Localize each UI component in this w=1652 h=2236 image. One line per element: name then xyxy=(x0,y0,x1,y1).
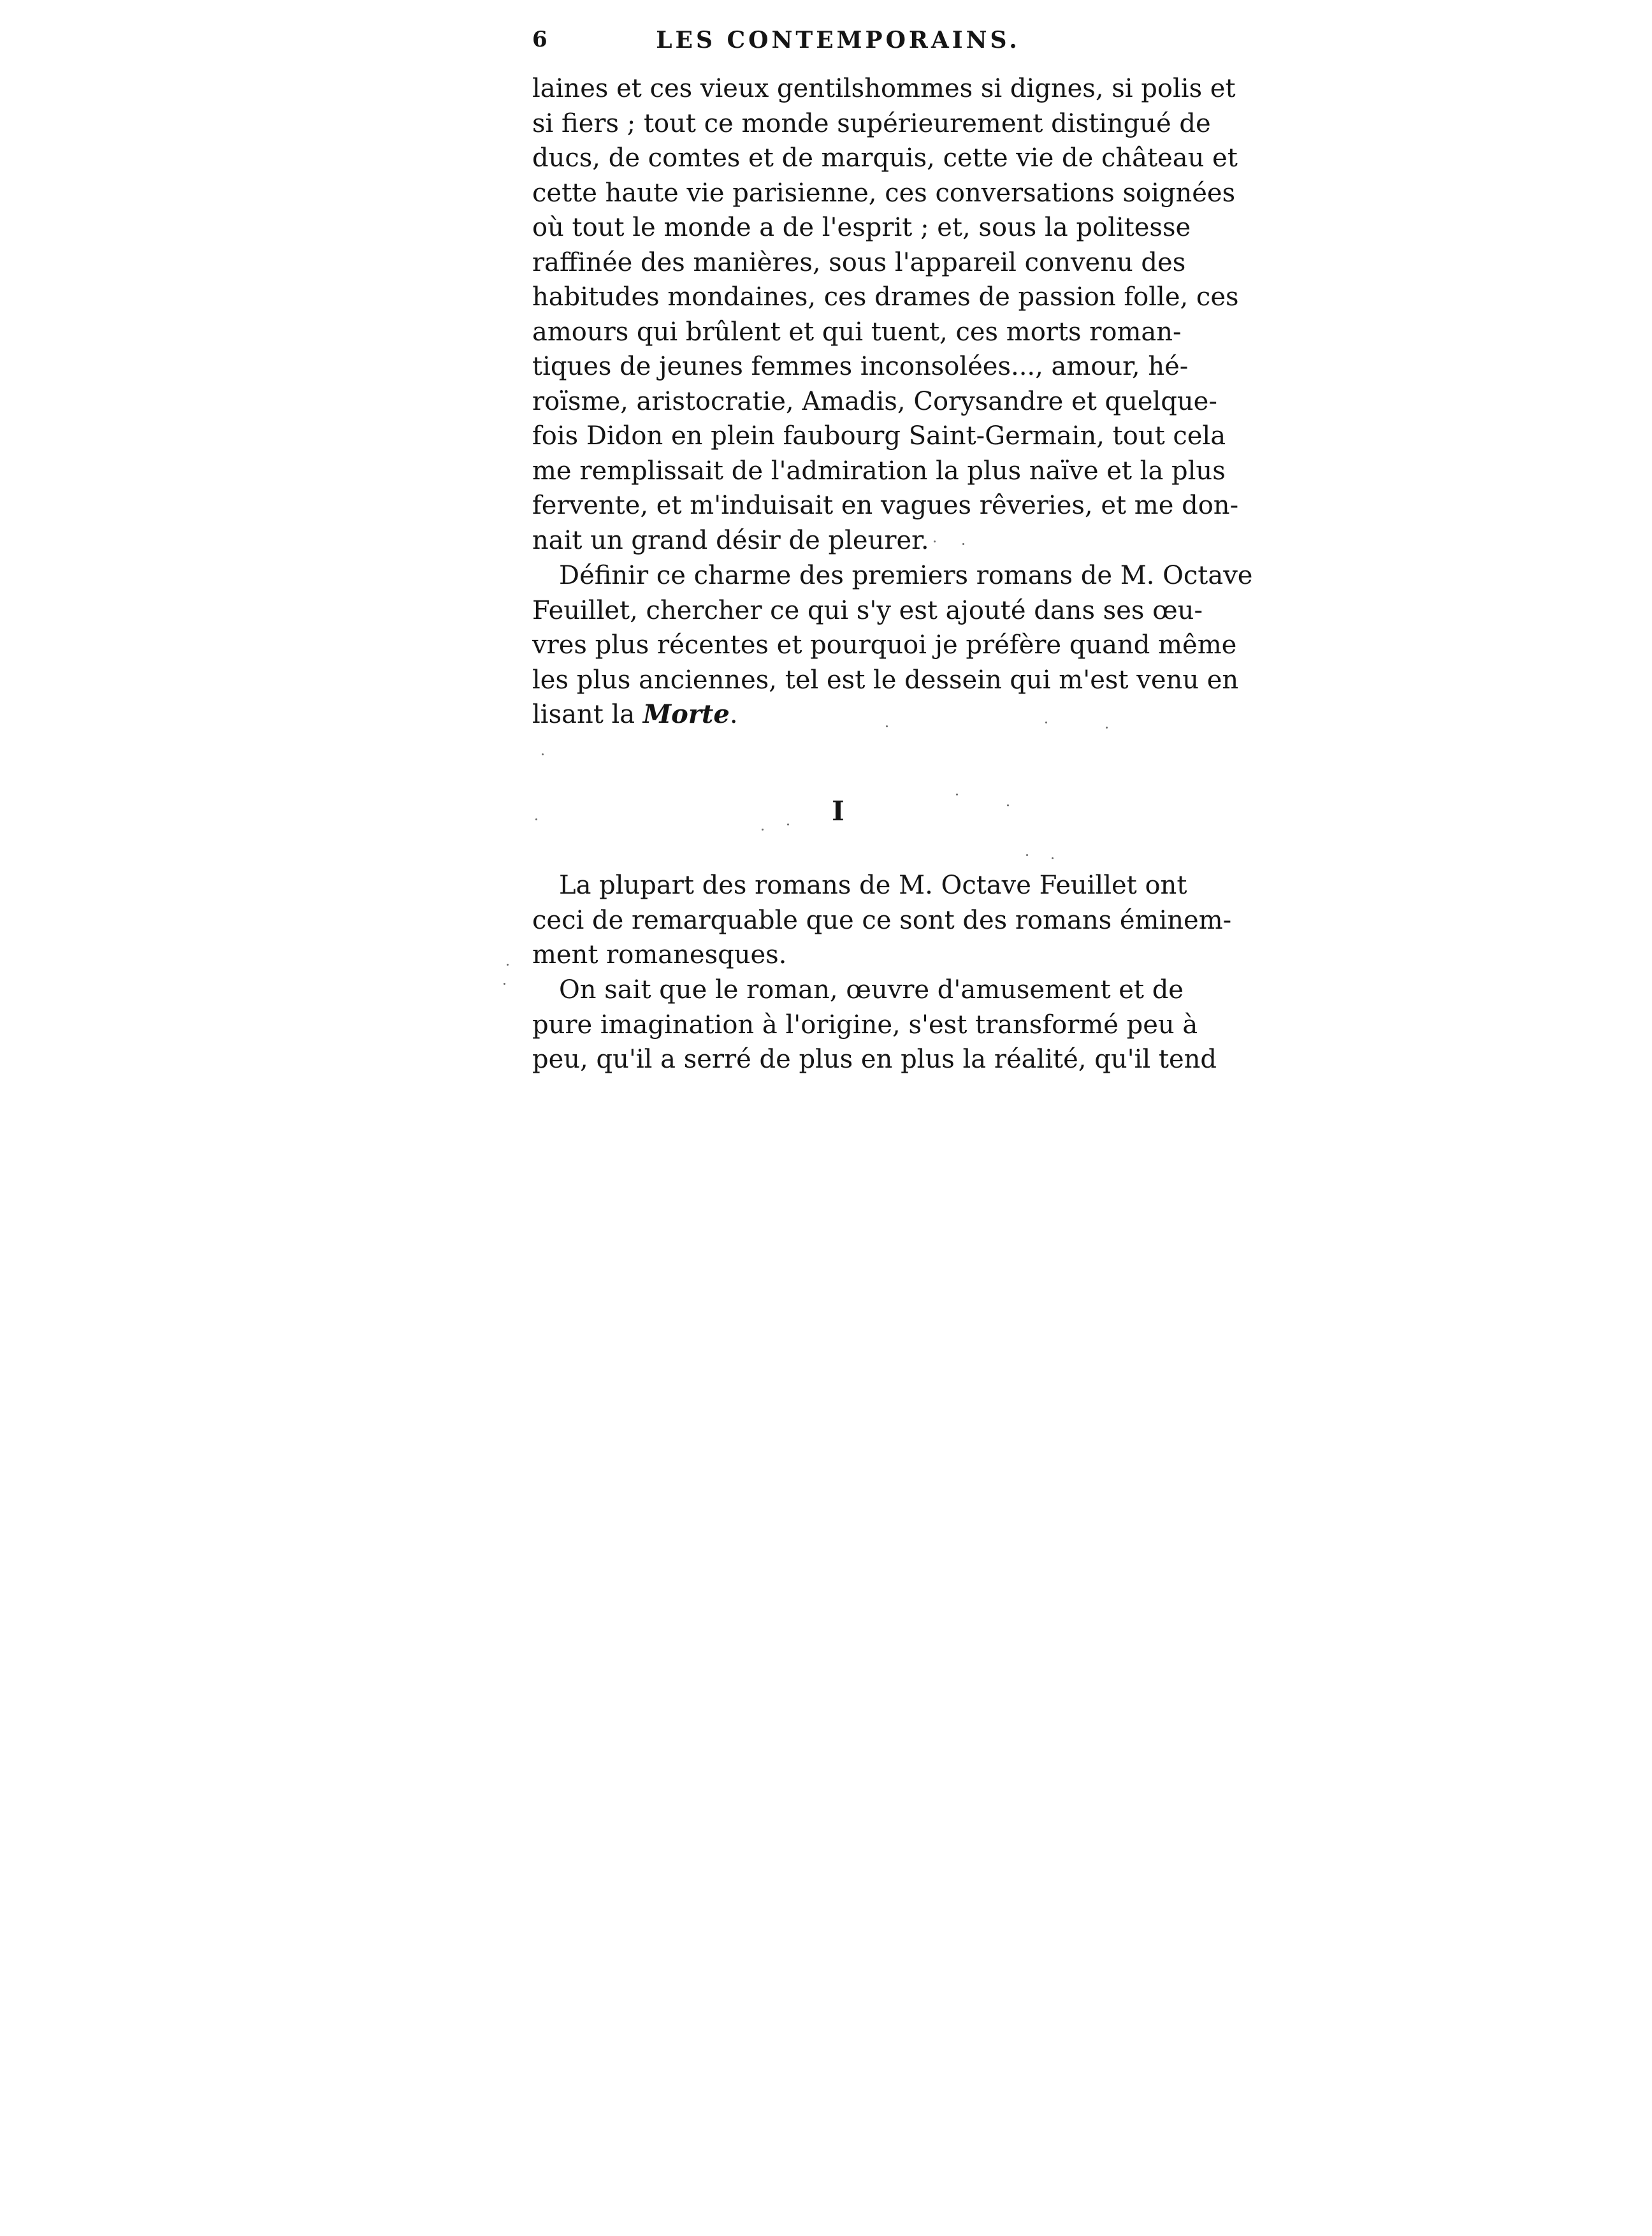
paragraph-2 xyxy=(532,558,1253,732)
scan-speck xyxy=(762,829,764,831)
text-line: me remplissait de l'admiration la plus naïve et la plus xyxy=(532,456,1226,486)
running-head xyxy=(532,27,1144,65)
text-line: La plupart des romans de M. Octave Feuillet ont xyxy=(559,871,1187,900)
scan-speck xyxy=(1052,857,1054,859)
text-line: ment romanesques. xyxy=(532,940,787,969)
text-line: fervente, et m'induisait en vagues rêveries, et me don- xyxy=(532,491,1239,520)
text-line: vres plus récentes et pourquoi je préfère quand même xyxy=(532,630,1237,660)
text-line: amours qui brûlent et qui tuent, ces morts roman- xyxy=(532,317,1182,347)
text-line: Définir ce charme des premiers romans de M. Octave xyxy=(559,561,1253,590)
scan-speck xyxy=(1106,727,1108,729)
paragraph-3 xyxy=(532,868,1232,973)
scan-speck xyxy=(787,824,789,825)
scan-speck xyxy=(504,983,505,985)
text-line: habitudes mondaines, ces drames de passion folle, ces xyxy=(532,282,1239,312)
text-line: raffinée des manières, sous l'appareil convenu des xyxy=(532,247,1186,277)
text-line: peu, qu'il a serré de plus en plus la réalité, qu'il tend xyxy=(532,1045,1217,1074)
scan-speck xyxy=(886,725,888,727)
text-line: roïsme, aristocratie, Amadis, Corysandre et quelque- xyxy=(532,386,1217,416)
scan-speck xyxy=(542,753,544,755)
text-line: si fiers ; tout ce monde supérieurement distingué de xyxy=(532,108,1211,138)
text-line: laines et ces vieux gentilshommes si dignes, si polis et xyxy=(532,74,1236,103)
text-line: ceci de remarquable que ce sont des romans éminem- xyxy=(532,905,1232,935)
text-line: pure imagination à l'origine, s'est transformé peu à xyxy=(532,1010,1198,1040)
scan-speck xyxy=(1045,722,1047,723)
text-line-with-italic xyxy=(532,697,1144,732)
text-line: ducs, de comtes et de marquis, cette vie de château et xyxy=(532,143,1238,173)
scan-speck xyxy=(507,964,509,966)
scan-speck xyxy=(956,794,958,795)
paragraph-1 xyxy=(532,71,1239,558)
text-line: nait un grand désir de pleurer. xyxy=(532,525,929,555)
text-line: cette haute vie parisienne, ces conversations soignées xyxy=(532,178,1236,208)
scan-speck xyxy=(1026,854,1028,856)
text-line: Feuillet, chercher ce qui s'y est ajouté dans ses œu- xyxy=(532,595,1203,625)
paragraph-4 xyxy=(532,973,1217,1077)
scan-speck xyxy=(535,818,537,820)
text-line: les plus anciennes, tel est le dessein qui m'est venu en xyxy=(532,665,1239,695)
scan-speck xyxy=(1007,804,1009,806)
text-line: où tout le monde a de l'esprit ; et, sous la politesse xyxy=(532,213,1191,242)
text-run: lisant la xyxy=(532,700,643,729)
running-title: LES CONTEMPORAINS. xyxy=(656,27,1020,54)
text-line: On sait que le roman, œuvre d'amusement et de xyxy=(559,975,1184,1005)
section-numeral: I xyxy=(832,795,844,827)
text-line: fois Didon en plein faubourg Saint-Germain, tout cela xyxy=(532,421,1226,451)
scan-speck xyxy=(934,541,936,542)
page-number: 6 xyxy=(532,27,547,52)
text-run: . xyxy=(729,700,738,729)
scan-speck xyxy=(962,543,964,545)
book-title-italic: Morte xyxy=(642,699,730,729)
text-line: tiques de jeunes femmes inconsolées..., amour, hé- xyxy=(532,352,1189,381)
